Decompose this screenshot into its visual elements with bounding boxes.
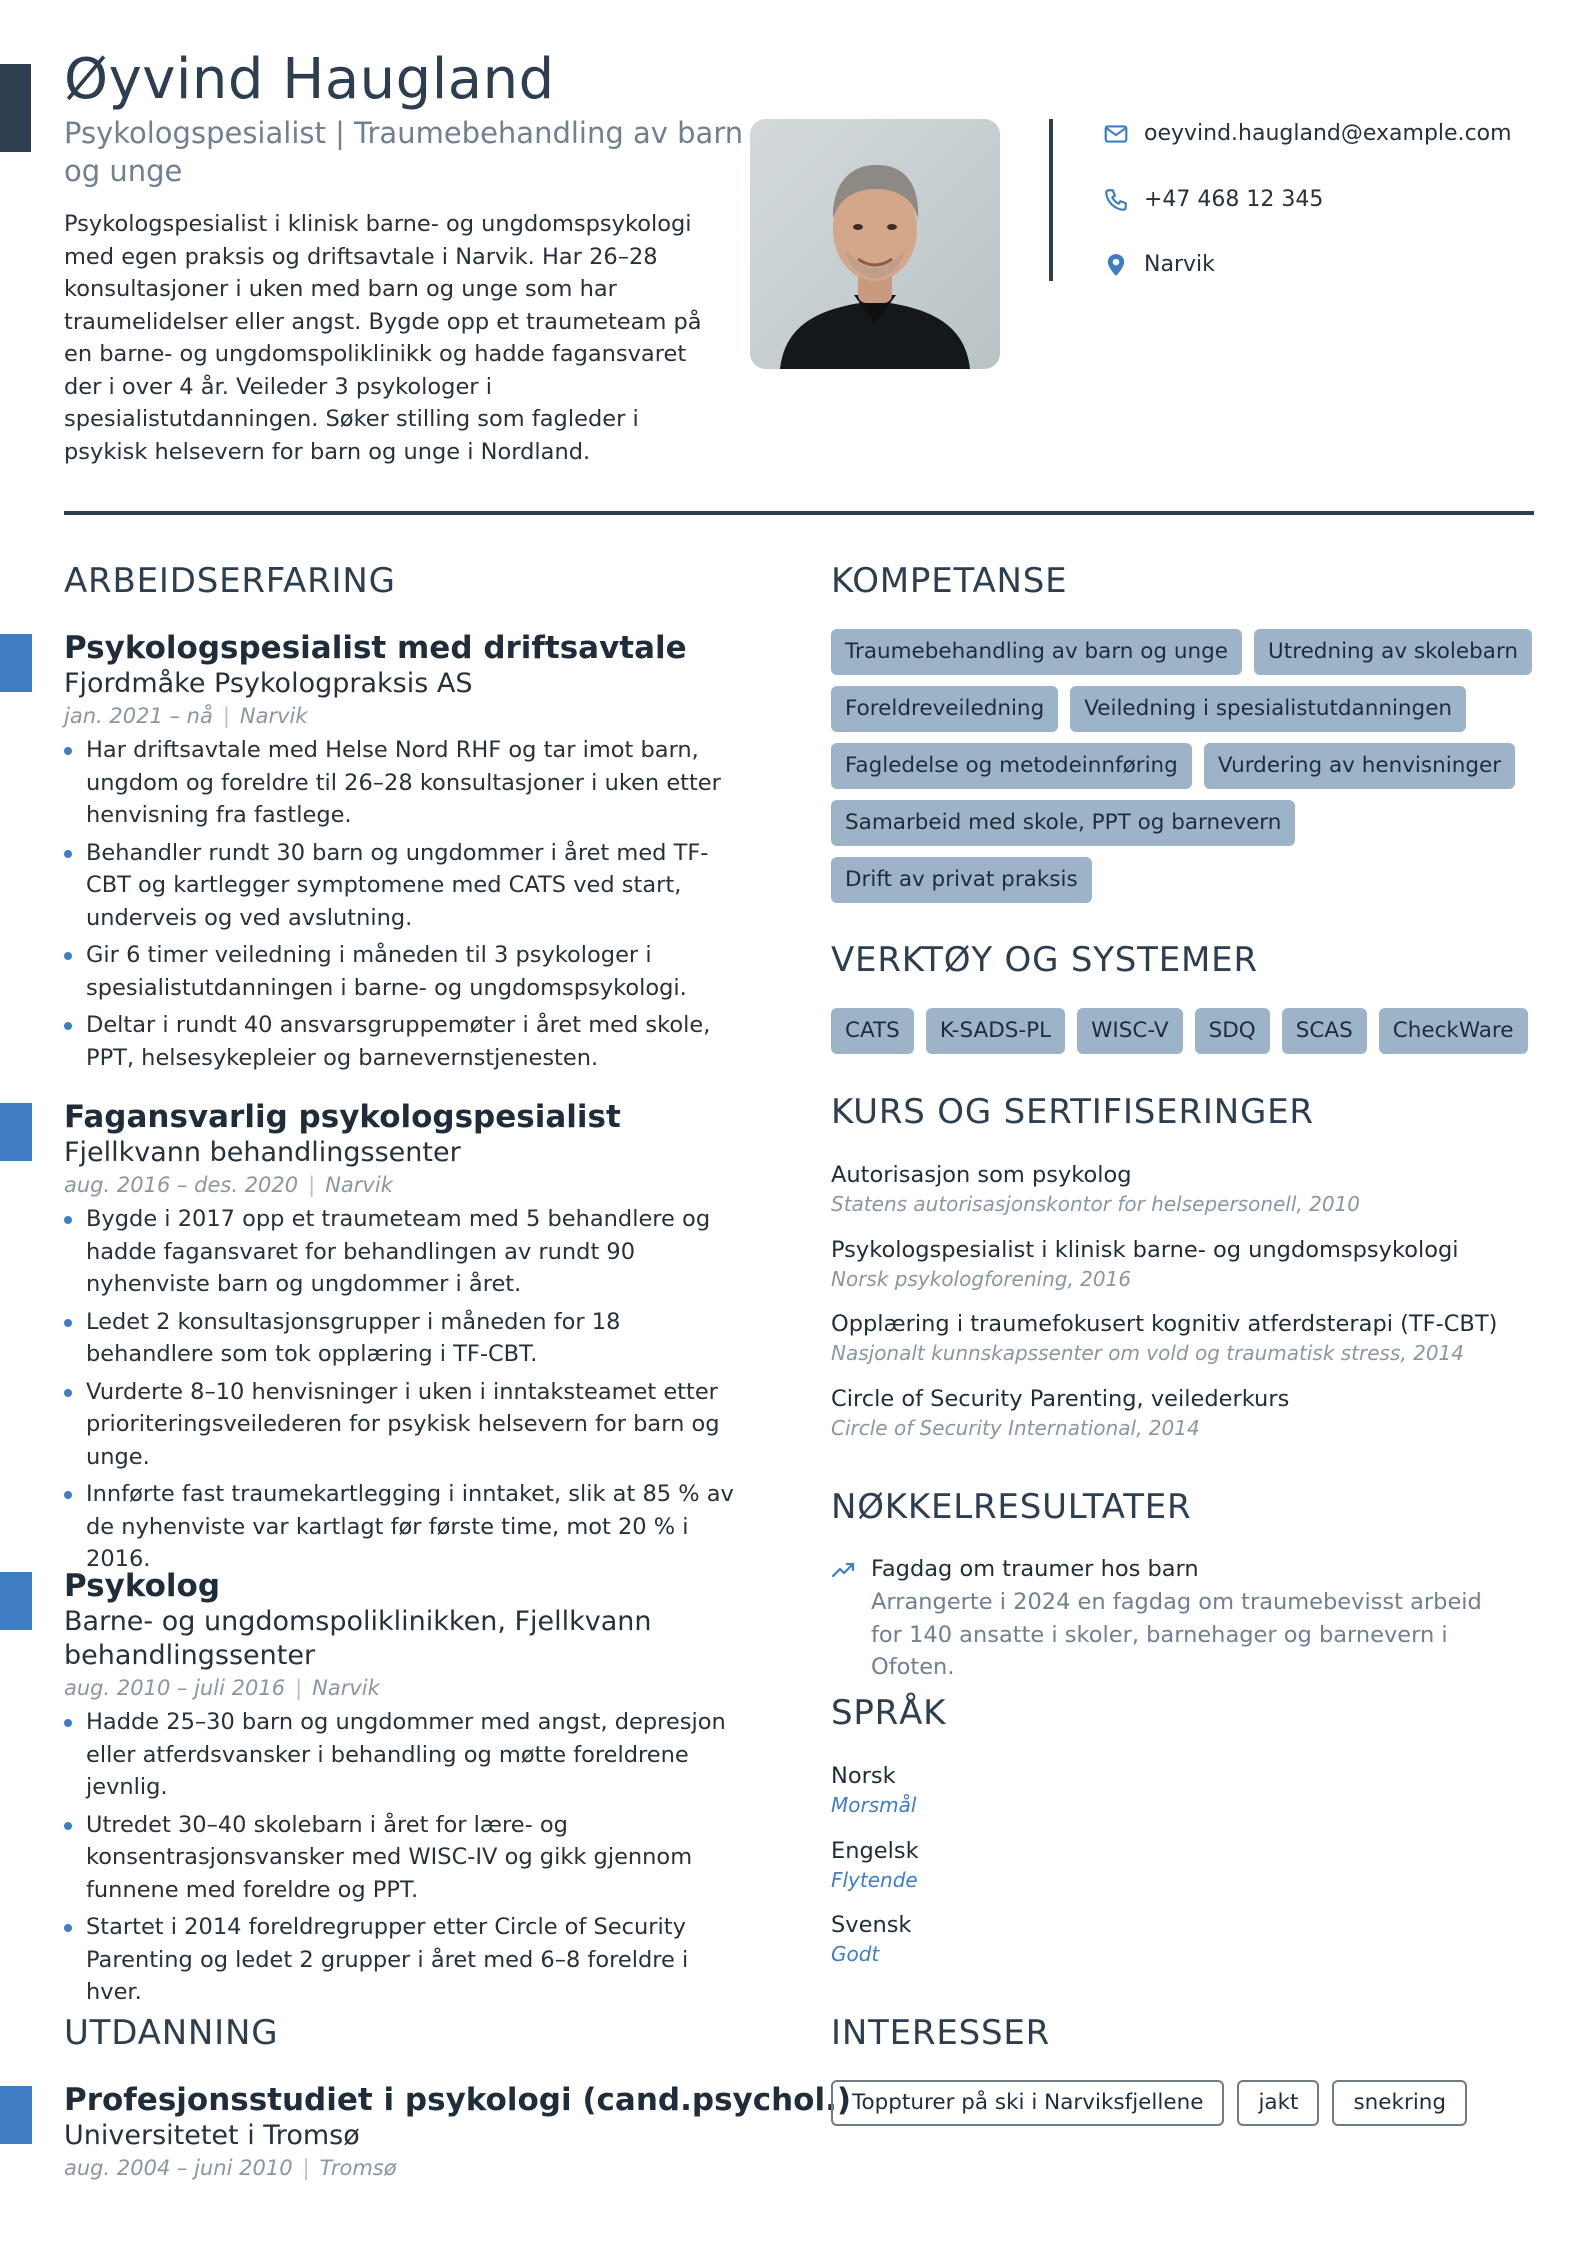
candidate-name: Øyvind Haugland [64,47,555,112]
contact-phone-text: +47 468 12 345 [1144,187,1324,212]
education-marker [0,2086,32,2144]
header-divider [64,511,1534,515]
job-title: Psykolog [64,1568,221,1604]
job-marker [0,634,32,692]
job-bullets [64,734,750,1079]
job-marker [0,1572,32,1630]
job-bullets [64,1706,750,2014]
job-period: aug. 2016 – des. 2020 [64,1173,299,1197]
cert-item [831,1235,1551,1293]
cert-name: Opplæring i traumefokusert kognitiv atferdsterapi (TF-CBT) [831,1311,1498,1337]
interests-list [831,2080,1467,2126]
trending-up-icon [831,1560,857,1580]
cert-name: Psykologspesialist i klinisk barne- og ungdomspsykologi [831,1237,1459,1263]
tool-tag: K-SADS-PL [926,1008,1065,1054]
job-period: jan. 2021 – nå [64,704,213,728]
skill-tag: Veiledning i spesialistutdanningen [1070,686,1466,732]
meta-separator: | [308,1173,316,1197]
phone-icon [1103,187,1129,213]
job-title: Psykologspesialist med driftsavtale [64,630,687,666]
cert-item [831,1384,1551,1442]
education-meta [64,2154,397,2182]
language-level: Flytende [831,1868,918,1892]
tool-tag: CATS [831,1008,914,1054]
cert-name: Circle of Security Parenting, veilederkurs [831,1386,1290,1412]
skill-tag: Samarbeid med skole, PPT og barnevern [831,800,1295,846]
cert-org: Nasjonalt kunnskapssenter om vold og traumatisk stress, 2014 [831,1341,1465,1365]
cert-org: Norsk psykologforening, 2016 [831,1267,1132,1291]
language-name: Norsk [831,1763,896,1789]
job-location: Narvik [239,704,308,728]
skill-tag: Drift av privat praksis [831,857,1092,903]
interest-tag: jakt [1237,2080,1319,2126]
job-company: Barne- og ungdomspoliklinikken, Fjellkvann behandlingssenter [64,1606,652,1671]
language-item [831,1761,916,1819]
job-bullets [64,1203,750,1581]
job-bullet: Behandler rundt 30 barn og ungdommer i året med TF-CBT og kartlegger symptomene med CATS ved start, underveis og ved avslutning. [64,837,750,935]
job-bullet: Startet i 2014 foreldregrupper etter Circle of Security Parenting og ledet 2 grupper i året med 6–8 foreldre i hver. [64,1911,750,2009]
job-bullet: Innførte fast traumekartlegging i inntaket, slik at 85 % av de nyhenviste var kartlagt før første time, mot 20 % i 2016. [64,1478,750,1576]
language-level: Godt [831,1942,880,1966]
mail-icon [1103,121,1129,147]
job-bullet: Utredet 30–40 skolebarn i året for lære- og konsentrasjonsvansker med WISC-IV og gikk gjennom funnene med foreldre og PPT. [64,1809,750,1907]
language-item [831,1910,911,1968]
job-meta [64,1674,380,1702]
education-school: Universitetet i Tromsø [64,2120,360,2151]
contact-divider [1049,119,1053,281]
cert-item [831,1309,1551,1367]
skill-tag: Fagledelse og metodeinnføring [831,743,1192,789]
section-title-tools: VERKTØY OG SYSTEMER [831,940,1258,980]
result-title: Fagdag om traumer hos barn [871,1556,1199,1582]
section-title-interests: INTERESSER [831,2013,1051,2053]
contact-location-text: Narvik [1144,252,1215,277]
job-bullet: Ledet 2 konsultasjonsgrupper i måneden for 18 behandlere som tok opplæring i TF-CBT. [64,1306,750,1371]
job-meta [64,702,308,730]
cert-item [831,1160,1551,1218]
job-bullet: Bygde i 2017 opp et traumeteam med 5 behandlere og hadde fagansvaret for behandlingen av rundt 90 nyhenviste barn og ungdommer i året. [64,1203,750,1301]
skill-tag: Utredning av skolebarn [1254,629,1532,675]
section-title-education: UTDANNING [64,2013,279,2053]
tool-tag: SDQ [1195,1008,1270,1054]
cert-name: Autorisasjon som psykolog [831,1162,1132,1188]
job-meta [64,1171,393,1199]
job-bullet: Har driftsavtale med Helse Nord RHF og tar imot barn, ungdom og foreldre til 26–28 konsultasjoner i uken etter henvisning fra fastlege. [64,734,750,832]
job-bullet: Hadde 25–30 barn og ungdommer med angst, depresjon eller atferdsvansker i behandling og møtte foreldrene jevnlig. [64,1706,750,1804]
skills-tags [831,629,1551,903]
result-description: Arrangerte i 2024 en fagdag om traumebevisst arbeid for 140 ansatte i skoler, barnehager og barnevern i Ofoten. [871,1589,1482,1680]
language-item [831,1836,919,1894]
interest-tag: Toppturer på ski i Narviksfjellene [831,2080,1224,2126]
job-title: Fagansvarlig psykologspesialist [64,1099,621,1135]
education-title: Profesjonsstudiet i psykologi (cand.psychol.) [64,2082,852,2118]
education-location: Tromsø [319,2156,397,2180]
job-company: Fjordmåke Psykologpraksis AS [64,668,473,699]
tool-tag: WISC-V [1077,1008,1182,1054]
language-name: Svensk [831,1912,912,1938]
tool-tag: SCAS [1282,1008,1367,1054]
job-bullet: Gir 6 timer veiledning i måneden til 3 psykologer i spesialistutdanningen i barne- og ungdomspsykologi. [64,939,750,1004]
meta-separator: | [302,2156,310,2180]
profile-photo [750,119,1000,369]
cert-org: Circle of Security International, 2014 [831,1416,1200,1440]
cert-org: Statens autorisasjonskontor for helsepersonell, 2010 [831,1192,1361,1216]
job-bullet: Vurderte 8–10 henvisninger i uken i inntaksteamet etter prioriteringsveilederen for psykisk helsevern for barn og unge. [64,1376,750,1474]
language-name: Engelsk [831,1838,919,1864]
language-level: Morsmål [831,1793,917,1817]
header-accent-bar [0,64,31,152]
section-title-skills: KOMPETANSE [831,561,1068,601]
tools-tags [831,1008,1551,1054]
tool-tag: CheckWare [1379,1008,1528,1054]
candidate-headline: Psykologspesialist | Traumebehandling av barn og unge [64,116,744,188]
meta-separator: | [222,704,230,728]
section-title-experience: ARBEIDSERFARING [64,561,396,601]
contact-email-text: oeyvind.haugland@example.com [1144,121,1512,146]
skill-tag: Foreldreveiledning [831,686,1058,732]
job-location: Narvik [325,1173,393,1197]
job-location: Narvik [312,1676,380,1700]
job-bullet: Deltar i rundt 40 ansvarsgruppemøter i året med skole, PPT, helsesykepleier og barnevernstjenesten. [64,1009,750,1074]
education-period: aug. 2004 – juni 2010 [64,2156,293,2180]
portrait-image [750,119,1000,369]
profile-summary: Psykologspesialist i klinisk barne- og ungdomspsykologi med egen praksis og driftsavtale i Narvik. Har 26–28 konsultasjoner i uken med barn og unge som har traumelidelser eller angst. Bygde opp et traumeteam på en barne- og ungdomspoliklinikk og hadde fagansvaret der i over 4 år. Veileder 3 psykologer i spesialistutdanningen. Søker stilling som fagleder i psykisk helsevern for barn og unge i Nordland. [64,211,702,465]
section-title-certs: KURS OG SERTIFISERINGER [831,1092,1314,1132]
job-period: aug. 2010 – juli 2016 [64,1676,286,1700]
section-title-languages: SPRÅK [831,1693,947,1733]
skill-tag: Traumebehandling av barn og unge [831,629,1242,675]
meta-separator: | [295,1676,303,1700]
skill-tag: Vurdering av henvisninger [1204,743,1515,789]
section-title-results: NØKKELRESULTATER [831,1487,1192,1527]
job-company: Fjellkvann behandlingssenter [64,1137,461,1168]
interest-tag: snekring [1332,2080,1467,2126]
job-marker [0,1103,32,1161]
map-pin-icon [1103,252,1129,278]
